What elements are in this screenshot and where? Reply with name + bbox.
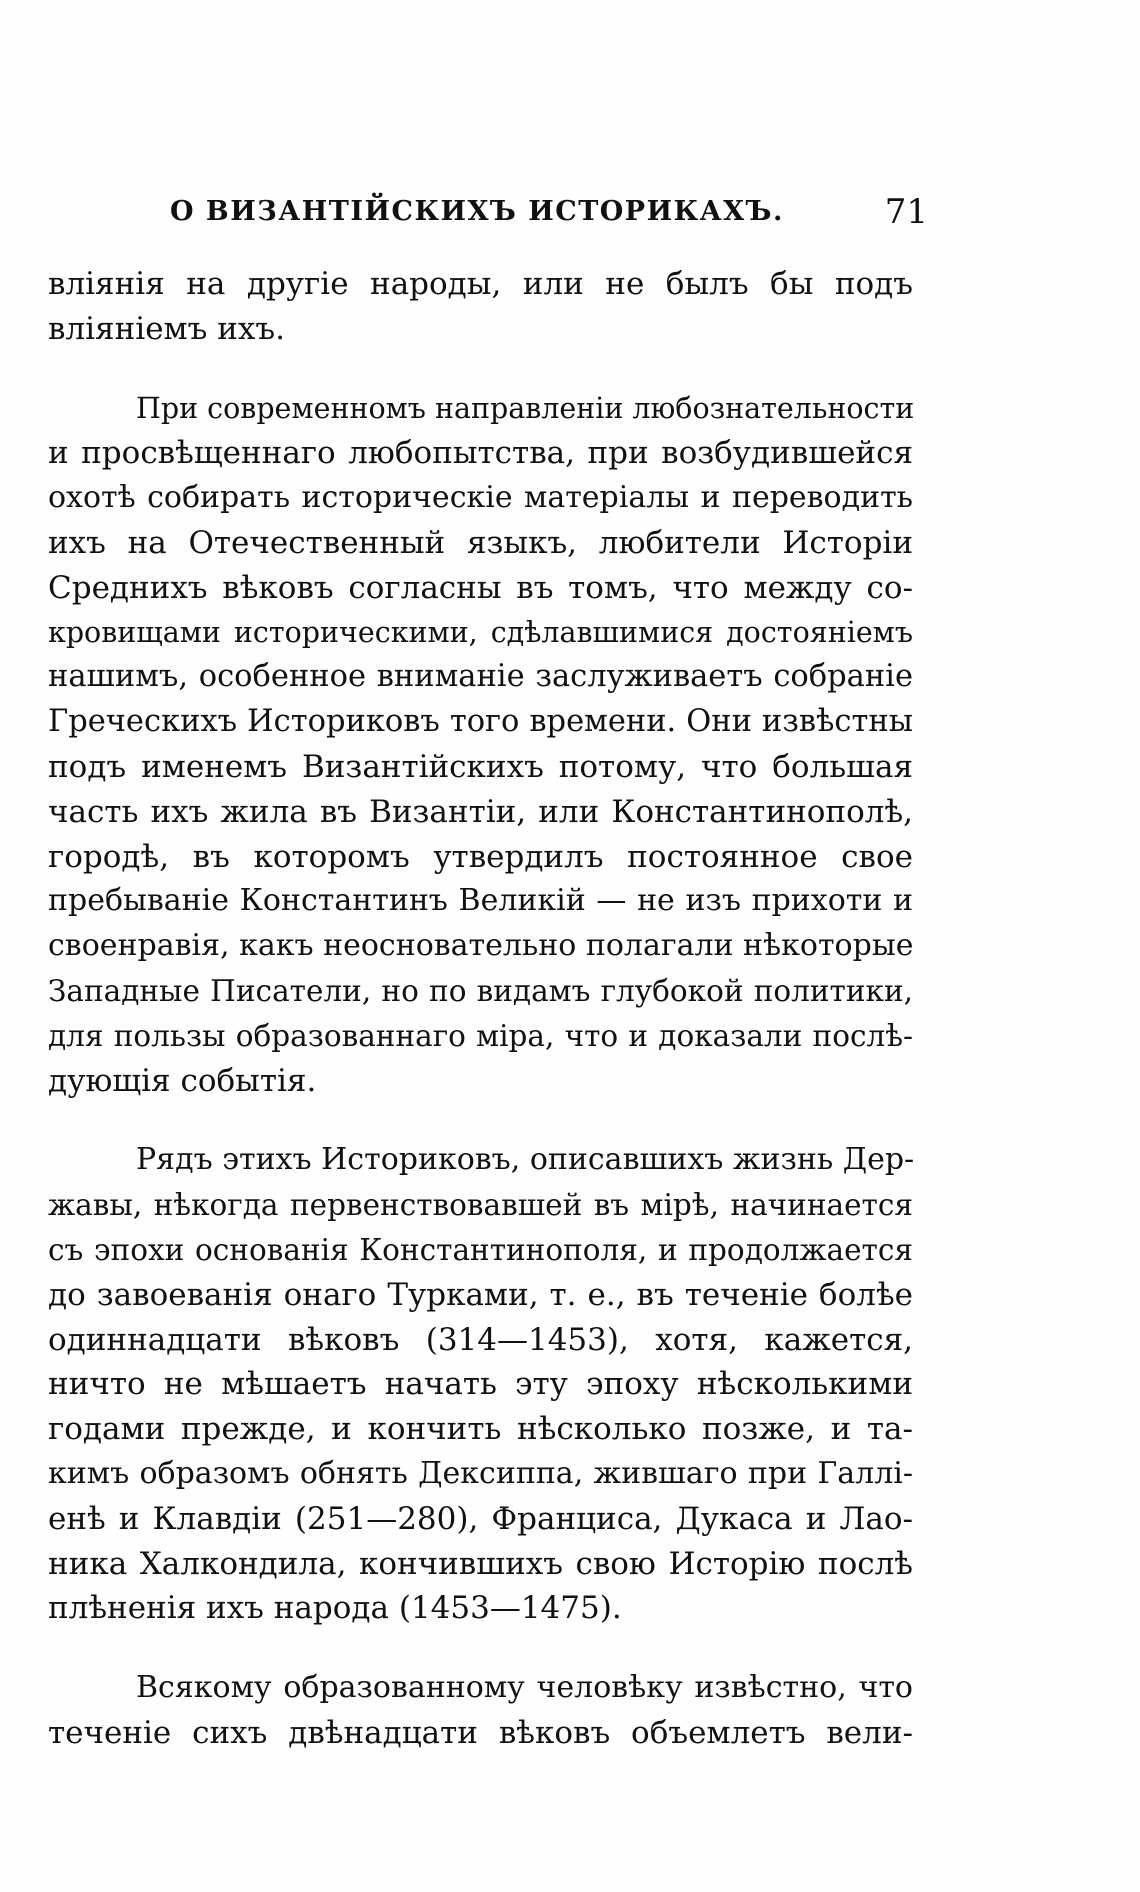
paragraph-gap	[48, 1103, 913, 1138]
text-line: охотѣ собирать историческіе матеріалы и переводить	[48, 480, 913, 516]
text-line: Греческихъ Историковъ того времени. Они извѣстны	[48, 704, 913, 740]
text-line: до завоеванія онаго Турками, т. е., въ теченіе болѣе	[48, 1276, 913, 1313]
text-line: дующія событія.	[48, 1062, 317, 1099]
text-line: енѣ и Клавдіи (251—280), Франциса, Дукаса и Лао-	[48, 1500, 913, 1537]
text-line: годами прежде, и кончить нѣсколько позже, и та-	[48, 1411, 913, 1448]
paragraph-2	[48, 387, 913, 1104]
text-line: плѣненія ихъ народа (1453—1475).	[48, 1590, 622, 1627]
text-line: При современномъ направленіи любознательности	[136, 391, 915, 425]
text-line: вліяніемъ ихъ.	[48, 310, 285, 347]
text-line: нашимъ, особенное вниманіе заслуживаетъ собраніе	[48, 659, 913, 695]
text-line: ника Халкондила, кончившихъ свою Исторію послѣ	[48, 1545, 913, 1582]
body-text	[48, 262, 913, 1756]
paragraph-4	[48, 1666, 913, 1756]
text-line: кровищами историческими, сдѣлавшимися достояніемъ	[48, 615, 913, 649]
text-line: пребываніе Константинъ Великій — не изъ прихоти и	[48, 883, 913, 919]
text-line: Всякому образованному человѣку извѣстно, что	[136, 1670, 913, 1706]
text-line: жавы, нѣкогда первенствовавшей въ мірѣ, начинается	[48, 1188, 913, 1223]
text-line: городѣ, въ которомъ утвердилъ постоянное свое	[48, 838, 913, 875]
text-line: для пользы образованнаго міра, что и доказали послѣ-	[48, 1018, 913, 1053]
text-line: часть ихъ жила въ Византіи, или Константинополѣ,	[48, 793, 913, 830]
text-line: Западные Писатели, но по видамъ глубокой политики,	[48, 973, 913, 1008]
text-line: ихъ на Отечественный языкъ, любители Исторіи	[48, 524, 913, 561]
paragraph-gap	[48, 352, 913, 387]
text-line: теченіе сихъ двѣнадцати вѣковъ объемлетъ вели-	[48, 1714, 913, 1751]
text-line: своенравія, какъ неосновательно полагали нѣкоторые	[48, 928, 914, 964]
text-line: Рядъ этихъ Историковъ, описавшихъ жизнь Дер-	[136, 1142, 915, 1178]
text-line: ничто не мѣшаетъ начать эту эпоху нѣсколькими	[48, 1366, 913, 1403]
text-line: одиннадцати вѣковъ (314—1453), хотя, кажется,	[48, 1321, 913, 1358]
paragraph-gap	[48, 1631, 913, 1666]
text-line: подъ именемъ Византійскихъ потому, что большая	[48, 748, 913, 785]
text-line: Среднихъ вѣковъ согласны въ томъ, что между со-	[48, 569, 913, 606]
paragraph-1	[48, 262, 913, 352]
running-header	[48, 192, 928, 236]
running-title: О ВИЗАНТІЙСКИХЪ ИСТОРИКАХЪ.	[170, 196, 784, 227]
text-line: кимъ образомъ обнять Дексиппа, жившаго при Галлі-	[48, 1455, 913, 1491]
page-number: 71	[884, 192, 928, 232]
text-line: вліянія на другіе народы, или не былъ бы подъ	[48, 266, 913, 302]
paragraph-3	[48, 1138, 913, 1631]
text-line: съ эпохи основанія Константинополя, и продолжается	[48, 1232, 913, 1267]
text-line: и просвѣщеннаго любопытства, при возбудившейся	[48, 435, 913, 472]
